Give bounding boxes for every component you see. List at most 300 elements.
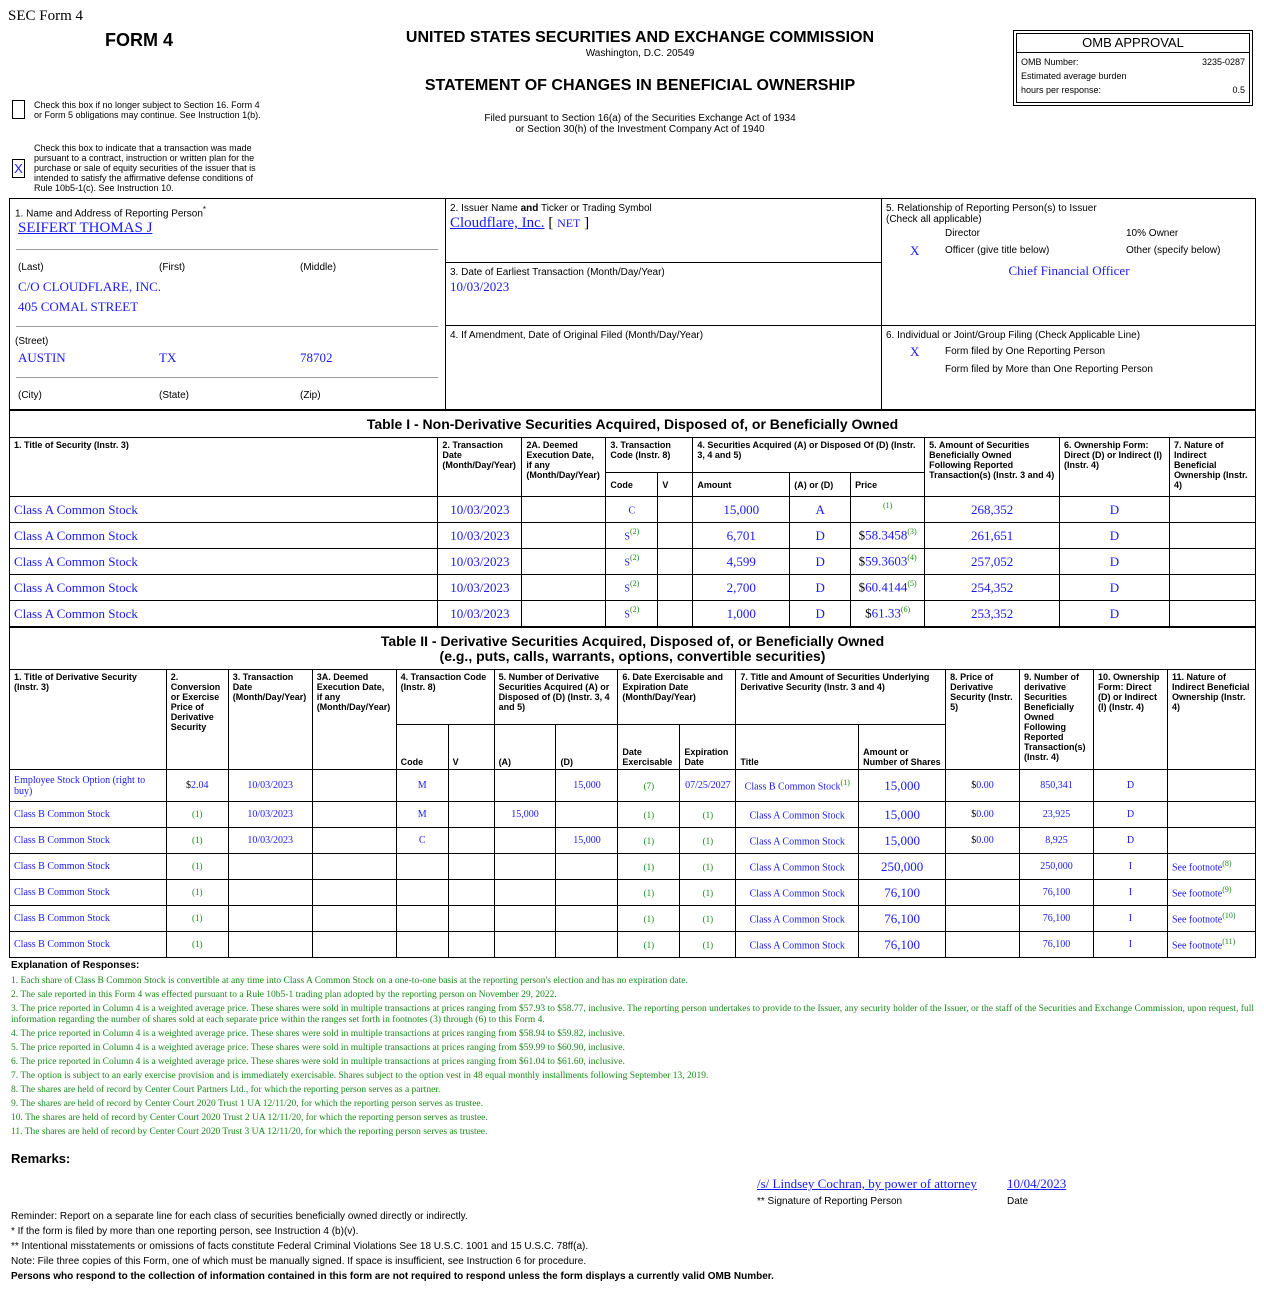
t2-date	[228, 854, 312, 880]
t1-subheader-code: Code	[606, 473, 658, 497]
t2-price	[946, 932, 1020, 958]
t2-a	[494, 828, 556, 854]
t2-underlying-amount	[859, 802, 946, 828]
t1-owned-value: 257,052	[970, 553, 1014, 569]
t1-deemed	[522, 523, 606, 549]
t1-date-value: 10/03/2023	[450, 501, 510, 517]
reporting-person-label: 1. Name and Address of Reporting Person*	[15, 205, 207, 220]
t2-owned	[1020, 906, 1094, 932]
amendment-label: 4. If Amendment, Date of Original Filed (Month/Day/Year)	[450, 330, 704, 341]
statement-title: STATEMENT OF CHANGES IN BENEFICIAL OWNERSHIP	[424, 77, 856, 94]
t1-owned-value: 253,352	[970, 605, 1014, 621]
t2-d	[556, 802, 618, 828]
t2-header-ownership: 10. Ownership Form: Direct (D) or Indirect (I) (Instr. 4)	[1094, 670, 1168, 770]
t2-header-conversion: 2. Conversion or Exercise Price of Derivative Security	[166, 670, 228, 770]
t2-underlying-amount-value: 76,100	[884, 910, 920, 926]
t2-deemed	[312, 770, 396, 802]
t2-price	[946, 906, 1020, 932]
t1-deemed	[522, 575, 606, 601]
omb-burden-label-1: Estimated average burden	[1021, 71, 1127, 81]
t1-subheader-aord: (A) or (D)	[790, 473, 851, 497]
t1-date-value: 10/03/2023	[450, 553, 510, 569]
t2-code	[396, 906, 448, 932]
t2-title-value: Class B Common Stock	[14, 809, 110, 820]
t1-v	[658, 601, 693, 627]
t1-owned	[925, 601, 1060, 627]
note-4: Persons who respond to the collection of information contained in this form are not required to respond unless the form displays a currently valid OMB Number.	[11, 1271, 774, 1282]
t2-v	[448, 802, 494, 828]
t1-nature	[1169, 549, 1255, 575]
t1-header-title: 1. Title of Security (Instr. 3)	[10, 438, 438, 497]
t1-owned	[925, 497, 1060, 523]
t1-nature	[1169, 523, 1255, 549]
t2-owned	[1020, 828, 1094, 854]
t1-ad-value: D	[815, 605, 825, 621]
t2-underlying-amount	[859, 854, 946, 880]
amendment-box	[445, 325, 882, 410]
other-label: Other (specify below)	[1126, 245, 1221, 256]
t1-title	[10, 601, 438, 627]
t1-header-ownership: 6. Ownership Form: Direct (D) or Indirect (I) (Instr. 4)	[1060, 438, 1170, 497]
t1-form	[1060, 575, 1170, 601]
t2-title	[10, 854, 167, 880]
t1-owned-value: 254,352	[970, 579, 1014, 595]
t1-price-value: 59.3603	[865, 553, 908, 569]
t2-price-value: 0.00	[976, 809, 994, 820]
t2-code-value: C	[418, 835, 426, 846]
t1-code-value: S	[624, 583, 630, 595]
t2-exercisable	[618, 802, 680, 828]
t2-deemed	[312, 932, 396, 958]
t1-v	[658, 523, 693, 549]
t1-title	[10, 523, 438, 549]
t1-code-value: S	[624, 531, 630, 543]
t2-date-value: 10/03/2023	[247, 835, 293, 846]
filing-one-label: Form filed by One Reporting Person	[945, 346, 1106, 357]
t2-owned-value: 8,925	[1045, 835, 1068, 846]
t2-underlying-amount	[859, 828, 946, 854]
t2-form	[1094, 854, 1168, 880]
t1-form	[1060, 601, 1170, 627]
explanation-item: 1. Each share of Class B Common Stock is convertible at any time into Class A Common Stock on a one-to-one basis at the reporting person's election and has no expiration date.	[11, 976, 688, 986]
t2-d	[556, 854, 618, 880]
t1-amount-value: 4,599	[726, 553, 756, 569]
issuer-name-link[interactable]: Cloudflare, Inc.	[450, 215, 545, 231]
t1-form	[1060, 523, 1170, 549]
omb-approval-box	[1013, 30, 1253, 106]
explanation-list	[11, 976, 1256, 1141]
t2-price-symbol: $	[971, 835, 977, 846]
t2-underlying-title	[736, 770, 859, 802]
t2-underlying-title-value: Class A Common Stock	[749, 940, 845, 952]
explanation-item: 6. The price reported in Column 4 is a weighted average price. These shares were sold in multiple transactions at prices ranging from $61.04 to $61.60, inclusive.	[11, 1057, 625, 1067]
t1-header-amount-owned: 5. Amount of Securities Beneficially Owned Following Reported Transaction(s) (Instr. 3 and 4)	[925, 438, 1060, 497]
t2-owned-value: 76,100	[1042, 913, 1071, 924]
t2-header-title: 1. Title of Derivative Security (Instr. 3)	[10, 670, 167, 770]
officer-label: Officer (give title below)	[945, 245, 1050, 256]
t2-nature	[1167, 802, 1255, 828]
t2-date	[228, 932, 312, 958]
t1-form-value: D	[1109, 579, 1120, 595]
explanation-item: 10. The shares are held of record by Center Court 2020 Trust 2 UA 12/11/20, for which the reporting person serves as trustee.	[11, 1113, 488, 1123]
t2-a	[494, 854, 556, 880]
t2-header-date: 3. Transaction Date (Month/Day/Year)	[228, 670, 312, 770]
t2-underlying-title-value: Class B Common Stock	[744, 781, 841, 793]
reminder-note: Reminder: Report on a separate line for each class of securities beneficially owned directly or indirectly.	[11, 1211, 468, 1222]
t1-header-acquired: 4. Securities Acquired (A) or Disposed Of (D) (Instr. 3, 4 and 5)	[693, 438, 925, 473]
t2-owned	[1020, 770, 1094, 802]
t1-date	[438, 549, 522, 575]
t2-deemed	[312, 802, 396, 828]
t2-nature	[1167, 932, 1255, 958]
t2-underlying-amount-value: 15,000	[884, 777, 920, 793]
t2-conversion	[166, 932, 228, 958]
t2-nature-footnote: (9)	[1222, 885, 1232, 895]
t1-ad	[790, 601, 851, 627]
t2-deemed	[312, 828, 396, 854]
t2-title-value: Class B Common Stock	[14, 939, 110, 950]
t1-amount	[693, 575, 790, 601]
t2-exercisable	[618, 880, 680, 906]
table-1-row	[10, 575, 1256, 601]
t2-nature-footnote: (8)	[1222, 859, 1232, 869]
agency-location: Washington, D.C. 20549	[585, 48, 695, 59]
note-3: Note: File three copies of this Form, one of which must be manually signed. If space is insufficient, see Instruction 6 for procedure.	[11, 1256, 587, 1267]
omb-burden-label-2: hours per response:	[1021, 85, 1102, 95]
t2-d	[556, 906, 618, 932]
t2-price	[946, 828, 1020, 854]
t2-form	[1094, 906, 1168, 932]
city-value: AUSTIN	[18, 350, 66, 365]
t1-price	[851, 575, 925, 601]
reporting-person-name-link[interactable]: SEIFERT THOMAS J	[18, 220, 153, 236]
omb-number-label: OMB Number:	[1021, 57, 1079, 67]
t2-date	[228, 802, 312, 828]
t2-deemed	[312, 906, 396, 932]
t2-underlying-title-value: Class A Common Stock	[749, 836, 845, 848]
t1-form-value: D	[1109, 605, 1120, 621]
table-2	[9, 627, 1256, 958]
t2-exercisable-value: (1)	[643, 913, 655, 924]
officer-title: Chief Financial Officer	[1008, 263, 1130, 278]
t2-underlying-amount-value: 250,000	[881, 858, 924, 874]
zip-label: (Zip)	[300, 390, 321, 401]
t1-price-value: 61.33	[871, 605, 901, 621]
t1-header-date: 2. Transaction Date (Month/Day/Year)	[438, 438, 522, 497]
t2-v	[448, 932, 494, 958]
t2-underlying-title	[736, 802, 859, 828]
t1-price-value: 58.3458	[865, 527, 908, 543]
t2-conversion-value: (1)	[191, 887, 203, 897]
t2-title	[10, 932, 167, 958]
filed-line-2: or Section 30(h) of the Investment Company Act of 1940	[515, 124, 765, 135]
t1-deemed	[522, 601, 606, 627]
t1-amount	[693, 523, 790, 549]
issuer-ticker: NET	[557, 216, 581, 230]
t2-expiration-value: (1)	[702, 887, 714, 898]
t1-header-nature: 7. Nature of Indirect Beneficial Ownership (Instr. 4)	[1169, 438, 1255, 497]
t2-d	[556, 932, 618, 958]
t2-owned-value: 76,100	[1042, 939, 1071, 950]
t2-conversion-value: (1)	[191, 913, 203, 923]
t2-date	[228, 906, 312, 932]
table-2-title-line-1: Table II - Derivative Securities Acquired, Disposed of, or Beneficially Owned	[380, 632, 885, 649]
t1-v	[658, 497, 693, 523]
t2-conversion-value: (1)	[191, 835, 203, 845]
t2-title	[10, 880, 167, 906]
form-number: FORM 4	[105, 30, 174, 50]
t2-exercisable-value: (1)	[643, 861, 655, 872]
t1-subheader-amount: Amount	[693, 473, 790, 497]
t2-d-value: 15,000	[573, 835, 601, 846]
explanation-item: 2. The sale reported in this Form 4 was effected pursuant to a Rule 10b5-1 trading plan adopted by the reporting person on November 29, 2022.	[11, 990, 557, 1000]
t2-d	[556, 828, 618, 854]
t2-nature	[1167, 880, 1255, 906]
agency-title: UNITED STATES SECURITIES AND EXCHANGE COMMISSION	[405, 29, 875, 46]
t2-nature-value: See footnote	[1171, 914, 1223, 926]
t1-price-footnote: (3)	[907, 527, 917, 537]
t2-underlying-title	[736, 932, 859, 958]
t2-expiration-value: (1)	[702, 861, 714, 872]
t2-exercisable	[618, 906, 680, 932]
t2-form-value: I	[1128, 861, 1133, 872]
explanation-title: Explanation of Responses:	[11, 960, 140, 971]
t2-price-symbol: $	[971, 809, 977, 820]
explanation-item: 5. The price reported in Column 4 is a weighted average price. These shares were sold in multiple transactions at prices ranging from $59.99 to $60.90, inclusive.	[11, 1043, 625, 1053]
t2-d	[556, 880, 618, 906]
t2-subheader-code: Code	[396, 725, 448, 770]
omb-number-value: 3235-0287	[1201, 57, 1245, 67]
t1-ad-value: D	[815, 527, 825, 543]
t2-expiration	[680, 880, 736, 906]
state-label: (State)	[159, 390, 190, 401]
t1-title-value: Class A Common Stock	[14, 527, 138, 543]
director-label: Director	[945, 228, 981, 239]
signature-link[interactable]: /s/ Lindsey Cochran, by power of attorney	[757, 1176, 977, 1191]
t2-subheader-amount: Amount or Number of Shares	[859, 725, 946, 770]
signature-date-label: Date	[1007, 1196, 1029, 1207]
t2-conversion-value: (1)	[191, 861, 203, 871]
filing-label: 6. Individual or Joint/Group Filing (Check Applicable Line)	[886, 330, 1141, 341]
t1-form-value: D	[1109, 527, 1120, 543]
t1-date	[438, 575, 522, 601]
table-1-row	[10, 523, 1256, 549]
table-2-row	[10, 854, 1256, 880]
table-1	[9, 410, 1256, 627]
t2-title	[10, 828, 167, 854]
middle-label: (Middle)	[300, 262, 337, 273]
t1-header-code: 3. Transaction Code (Instr. 8)	[606, 438, 693, 473]
t2-header-number: 5. Number of Derivative Securities Acquired (A) or Disposed of (D) (Instr. 3, 4 and 5)	[494, 670, 618, 725]
filing-mark: X	[910, 344, 920, 359]
t1-form-value: D	[1109, 553, 1120, 569]
t2-expiration	[680, 802, 736, 828]
omb-hours-row	[1017, 83, 1249, 97]
table-1-row	[10, 549, 1256, 575]
t2-nature	[1167, 854, 1255, 880]
t1-title	[10, 497, 438, 523]
t2-header-nature: 11. Nature of Indirect Beneficial Ownership (Instr. 4)	[1167, 670, 1255, 770]
t1-owned-value: 268,352	[970, 501, 1014, 517]
t2-date	[228, 880, 312, 906]
t2-title-value: Class B Common Stock	[14, 913, 110, 924]
t2-exercisable-value: (7)	[643, 780, 655, 791]
t1-price-value: 60.4144	[865, 579, 908, 595]
t1-date-value: 10/03/2023	[450, 527, 510, 543]
state-value: TX	[159, 350, 177, 365]
t2-subheader-a: (A)	[494, 725, 556, 770]
t2-owned-value: 76,100	[1042, 887, 1071, 898]
t1-amount-value: 6,701	[726, 527, 756, 543]
rule-10b5-checkbox[interactable]: X	[12, 159, 25, 178]
t2-v	[448, 828, 494, 854]
t2-header-deemed: 3A. Deemed Execution Date, if any (Month/Day/Year)	[312, 670, 396, 770]
t2-code	[396, 854, 448, 880]
t1-price-symbol: $	[858, 553, 866, 569]
t2-code	[396, 828, 448, 854]
t2-nature	[1167, 770, 1255, 802]
t1-code	[606, 575, 658, 601]
t2-header-owned: 9. Number of derivative Securities Beneficially Owned Following Reported Transaction(s) (Instr. 4)	[1020, 670, 1094, 770]
t1-owned	[925, 575, 1060, 601]
t1-amount-value: 2,700	[726, 579, 756, 595]
t2-owned	[1020, 802, 1094, 828]
explanation-item: 8. The shares are held of record by Center Court Partners Ltd., for which the reporting person serves as a partner.	[11, 1085, 441, 1095]
t2-expiration-value: (1)	[702, 913, 714, 924]
t2-form	[1094, 932, 1168, 958]
t1-amount	[693, 601, 790, 627]
t2-deemed	[312, 854, 396, 880]
t1-price-symbol: $	[858, 527, 866, 543]
t2-form	[1094, 770, 1168, 802]
t2-date	[228, 828, 312, 854]
t2-exercisable-value: (1)	[643, 939, 655, 950]
t2-code	[396, 770, 448, 802]
t2-title	[10, 770, 167, 802]
t1-price	[851, 497, 925, 523]
t2-date	[228, 770, 312, 802]
t2-underlying-title-value: Class A Common Stock	[749, 888, 845, 900]
t2-form-value: I	[1128, 913, 1133, 924]
t2-underlying-title	[736, 880, 859, 906]
last-label: (Last)	[18, 262, 44, 273]
t2-conversion	[166, 854, 228, 880]
t1-owned	[925, 549, 1060, 575]
t1-code-value: C	[628, 505, 636, 517]
table-2-row	[10, 770, 1256, 802]
t1-amount	[693, 549, 790, 575]
t2-conversion	[166, 906, 228, 932]
t2-price-value: 0.00	[976, 835, 994, 846]
t2-form-value: I	[1128, 939, 1133, 950]
t2-title-value: Employee Stock Option (right to buy)	[14, 774, 146, 797]
t2-nature-value: See footnote	[1171, 940, 1223, 952]
t1-nature	[1169, 575, 1255, 601]
t2-code-value: M	[417, 809, 427, 820]
t2-underlying-title-value: Class A Common Stock	[749, 862, 845, 874]
explanation-item: 4. The price reported in Column 4 is a weighted average price. These shares were sold in multiple transactions at prices ranging from $58.94 to $59.82, inclusive.	[11, 1029, 625, 1039]
t1-subheader-price: Price	[851, 473, 925, 497]
t2-owned	[1020, 932, 1094, 958]
table-2-row	[10, 802, 1256, 828]
table-1-row	[10, 601, 1256, 627]
t2-deemed	[312, 880, 396, 906]
earliest-transaction-date: 10/03/2023	[450, 279, 510, 294]
first-label: (First)	[159, 262, 186, 273]
t2-form-value: D	[1126, 809, 1135, 820]
remarks-title: Remarks:	[11, 1151, 71, 1166]
address-line-2: 405 COMAL STREET	[18, 299, 139, 314]
t1-date-value: 10/03/2023	[450, 605, 510, 621]
t1-subheader-v: V	[658, 473, 693, 497]
omb-burden-value: 0.5	[1232, 85, 1245, 95]
t2-exercisable-value: (1)	[643, 835, 655, 846]
t1-title	[10, 549, 438, 575]
section16-checkbox[interactable]	[12, 100, 25, 119]
t2-underlying-amount	[859, 932, 946, 958]
t2-a	[494, 802, 556, 828]
t1-title	[10, 575, 438, 601]
t1-amount	[693, 497, 790, 523]
t2-code-value: M	[417, 780, 427, 791]
street-label: (Street)	[15, 336, 49, 347]
t2-conversion	[166, 880, 228, 906]
t1-price-symbol: $	[858, 579, 866, 595]
t2-form	[1094, 880, 1168, 906]
t2-code	[396, 802, 448, 828]
t1-price	[851, 601, 925, 627]
t1-code-footnote: (2)	[629, 579, 640, 589]
t2-nature-value: See footnote	[1171, 862, 1223, 874]
t2-v	[448, 854, 494, 880]
omb-number-row	[1017, 55, 1249, 69]
t1-v	[658, 575, 693, 601]
t2-conversion-value: (1)	[191, 939, 203, 949]
t2-subheader-title: Title	[736, 725, 859, 770]
t2-expiration-value: (1)	[702, 809, 714, 820]
t2-underlying-amount-value: 15,000	[884, 832, 920, 848]
t2-v	[448, 906, 494, 932]
t1-price-footnote: (1)	[883, 501, 893, 511]
t1-v	[658, 549, 693, 575]
t1-ad	[790, 575, 851, 601]
t2-exercisable	[618, 932, 680, 958]
t2-underlying-footnote: (1)	[840, 778, 850, 788]
signature-date: 10/04/2023	[1007, 1176, 1067, 1191]
t2-title	[10, 802, 167, 828]
t2-underlying-title	[736, 906, 859, 932]
t1-amount-value: 15,000	[723, 501, 760, 517]
table-1-row	[10, 497, 1256, 523]
t2-expiration	[680, 770, 736, 802]
t2-conversion-value: 2.04	[190, 780, 209, 791]
t2-code	[396, 880, 448, 906]
t1-ad-value: D	[815, 553, 825, 569]
t2-underlying-title	[736, 828, 859, 854]
t2-date-value: 10/03/2023	[247, 809, 293, 820]
table-2-row	[10, 880, 1256, 906]
t2-conversion	[166, 770, 228, 802]
t2-expiration-value: (1)	[702, 835, 714, 846]
t2-code	[396, 932, 448, 958]
explanation-item: 9. The shares are held of record by Center Court 2020 Trust 1 UA 12/11/20, for which the reporting person serves as trustee.	[11, 1099, 483, 1109]
filed-pursuant	[380, 113, 900, 135]
t2-expiration-value: (1)	[702, 939, 714, 950]
reporting-person-box	[9, 198, 446, 410]
relationship-label: 5. Relationship of Reporting Person(s) to Issuer (Check all applicable)	[886, 203, 1097, 225]
t2-v	[448, 770, 494, 802]
t1-code-value: S	[624, 609, 630, 621]
